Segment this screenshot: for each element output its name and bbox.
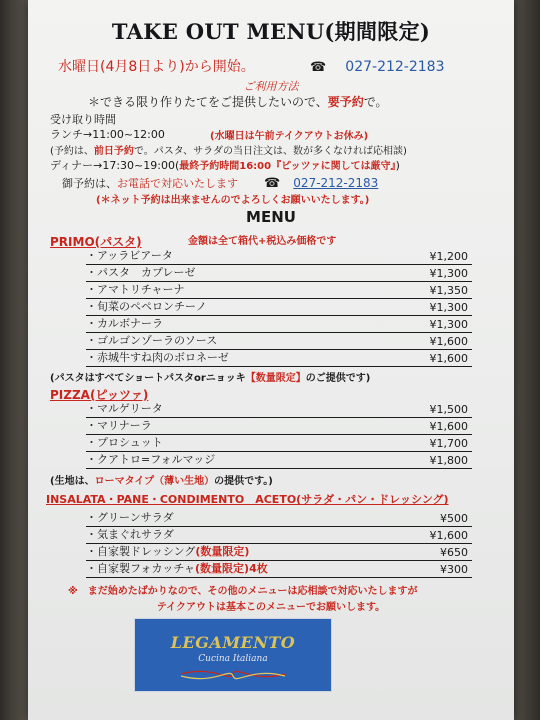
list-item: ・気まぐれサラダ ¥1,600 [86, 526, 472, 544]
list-item: ・マリナーラ ¥1,600 [86, 417, 472, 435]
list-item: ・カルボナーラ ¥1,300 [86, 315, 472, 333]
price-note: 金額は全て箱代+税込み価格です [188, 236, 337, 247]
list-item: ・ゴルゴンゾーラのソース ¥1,600 [86, 332, 472, 350]
net-reservation-note: (＊ネット予約は出来ませんのでよろしくお願いいたします。) [96, 195, 370, 206]
pasta-note [50, 369, 370, 384]
restaurant-logo [134, 618, 332, 692]
roman-style-dough: ローマタイプ（薄い生地） [94, 476, 215, 487]
limited-quantity: (数量限定) [195, 545, 250, 558]
footer-note: ※ まだ始めたばかりなので、その他のメニューは応相談で対応いたしますが [68, 586, 418, 597]
pasta-note-end: のご提供です) [305, 373, 371, 384]
reservation-line [62, 175, 238, 191]
pizza-note-end: の提供です。) [214, 476, 273, 487]
pasta-note-start: (パスタはすべてショートパスタorニョッキ [50, 373, 246, 384]
phone-reservation: お電話で対応いたします [117, 177, 238, 190]
insalata-section-title: INSALATA・PANE・CONDIMENTO ACETO(サラダ・パン・ドレッシング) [46, 493, 449, 506]
list-item: ・クアトロ=フォルマッジ ¥1,800 [86, 451, 472, 469]
reservation-phone [264, 172, 378, 191]
intro-note-start: ＊できる限り作りたてをご提供したいので、 [88, 95, 328, 109]
menu-title: TAKE OUT MENU(期間限定) [111, 19, 431, 44]
pizza-note-start: (生地は、 [50, 476, 95, 487]
menu-heading: MENU [246, 208, 296, 226]
list-item: ・マルゲリータ ¥1,500 [86, 400, 472, 418]
sameday-note-end: で。パスタ、サラダの当日注文は、数が多くなければ応相談) [133, 146, 407, 157]
lunch-note: (水曜日は午前テイクアウトお休み) [210, 131, 369, 142]
previous-day-booking: 前日予約 [93, 146, 134, 157]
list-item: ・自家製フォカッチャ(数量限定)4枚 ¥300 [86, 560, 472, 578]
dinner-time: ディナー→17:30~19:00( [50, 159, 180, 172]
pickup-heading: 受け取り時間 [50, 113, 116, 126]
list-item: ・プロシュット ¥1,700 [86, 434, 472, 452]
sameday-note-start: (予約は、 [50, 146, 94, 157]
dinner-close: ) [395, 159, 400, 172]
intro-note-end: で。 [363, 95, 388, 109]
list-item: ・グリーンサラダ ¥500 [86, 509, 472, 527]
pizza-note [50, 472, 273, 487]
dinner-hours [50, 157, 400, 173]
pizza-section-title: PIZZA(ピッツァ) [50, 388, 149, 402]
list-item: ・アッラビアータ ¥1,200 [86, 247, 472, 265]
knot-ornament [135, 619, 331, 691]
reservation-required: 要予約 [327, 95, 364, 109]
list-item: ・アマトリチャーナ ¥1,350 [86, 281, 472, 299]
usage-heading: ご利用方法 [243, 80, 299, 93]
limited-quantity: 【数量限定】 [245, 373, 306, 384]
logo-name: LEGAMENTO [170, 633, 296, 652]
footer-note-2: テイクアウトは基本このメニューでお願いします。 [156, 602, 386, 613]
menu-sheet [28, 0, 514, 720]
telephone-icon: ☎ [264, 176, 281, 191]
start-date-text: 水曜日(4月8日より)から開始。 [58, 59, 255, 75]
primo-section-title: PRIMO(パスタ) [50, 235, 142, 249]
reservation-label: 御予約は、 [62, 177, 117, 190]
logo-subtitle: Cucina Italiana [198, 654, 268, 664]
intro-note [88, 93, 388, 110]
limited-quantity: (数量限定)4枚 [195, 562, 268, 575]
list-item: ・赤城牛すね肉のボロネーゼ ¥1,600 [86, 349, 472, 367]
telephone-icon: ☎ [310, 60, 327, 75]
top-phone [310, 56, 444, 75]
phone-number: 027-212-2183 [345, 59, 445, 75]
phone-number: 027-212-2183 [293, 176, 379, 190]
sameday-note [50, 142, 407, 157]
lunch-hours: ランチ→11:00~12:00 [50, 128, 165, 141]
list-item: ・自家製ドレッシング(数量限定) ¥650 [86, 543, 472, 561]
list-item: ・旬菜のペペロンチーノ ¥1,300 [86, 298, 472, 316]
dinner-deadline: 最終予約時間16:00『ピッツァに関しては厳守』 [179, 161, 396, 172]
list-item: ・パスタ カプレーゼ ¥1,300 [86, 264, 472, 282]
